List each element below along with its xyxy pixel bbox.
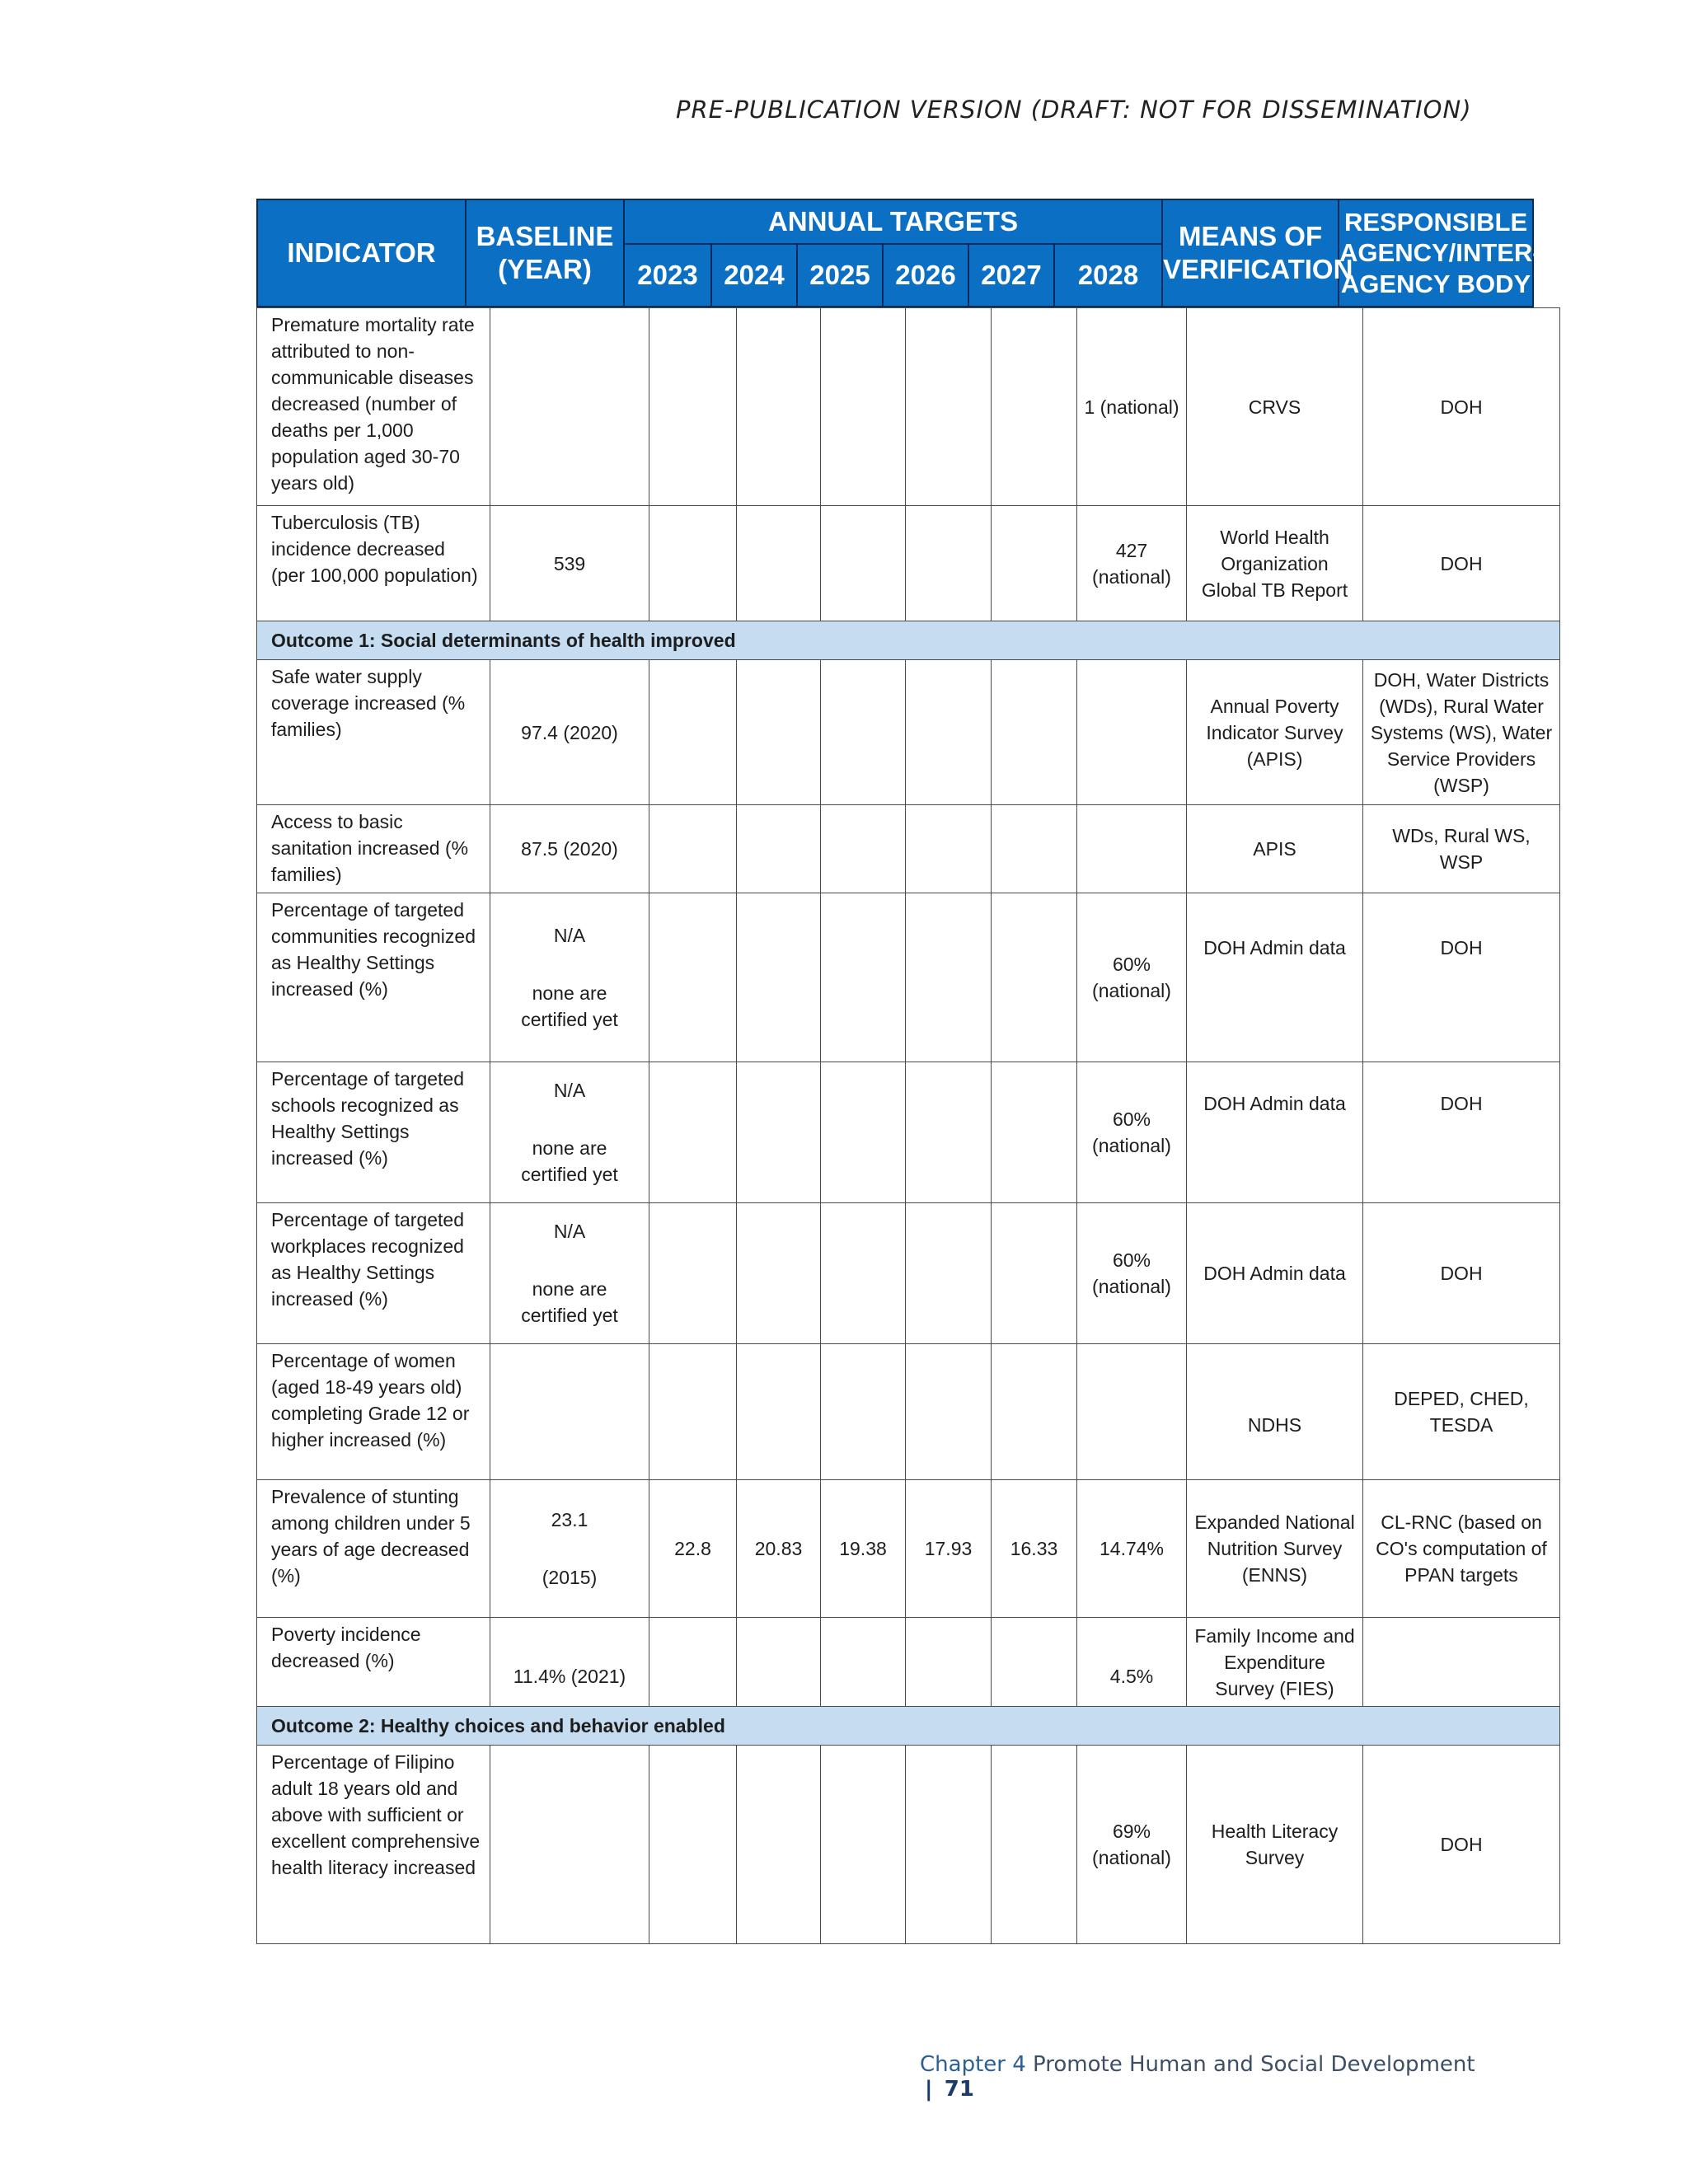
target-2028-cell: 1 (national) (1077, 308, 1187, 506)
baseline-value: 23.1 (551, 1509, 588, 1530)
page-footer (920, 2052, 1497, 2102)
agency-cell: DOH (1363, 506, 1560, 621)
target-2025-cell (821, 893, 906, 1062)
target-2028-cell (1077, 1344, 1187, 1480)
target-2027-cell (992, 660, 1077, 805)
target-2028-cell (1077, 805, 1187, 893)
header-agency-line3: AGENCY BODY (1340, 269, 1531, 298)
target-2026-cell (906, 805, 992, 893)
target-2027-cell (992, 1618, 1077, 1707)
baseline-cell (490, 893, 649, 1062)
target-2027-cell (992, 1746, 1077, 1944)
agency-cell: WDs, Rural WS, WSP (1363, 805, 1560, 893)
indicator-cell: Percentage of targeted workplaces recognized as Healthy Settings increased (%) (257, 1203, 490, 1344)
header-annual-targets: ANNUAL TARGETS (624, 199, 1162, 244)
target-2025-cell: 19.38 (821, 1480, 906, 1618)
section-row-outcome-2 (257, 1707, 1560, 1746)
target-2027-cell (992, 308, 1077, 506)
header-year-2028: 2028 (1054, 244, 1162, 307)
target-2023-cell (649, 1203, 737, 1344)
target-2023-cell (649, 805, 737, 893)
target-2026-cell (906, 1203, 992, 1344)
target-2026-cell (906, 1618, 992, 1707)
target-2024-cell (737, 1203, 821, 1344)
table-row (257, 308, 1560, 506)
table-row (257, 1618, 1560, 1707)
page-header: PRE-PUBLICATION VERSION (DRAFT: NOT FOR DISSEMINATION) (676, 96, 1472, 124)
indicator-cell: Access to basic sanitation increased (% families) (257, 805, 490, 893)
table-row (257, 660, 1560, 805)
means-cell: DOH Admin data (1187, 1203, 1363, 1344)
baseline-note: (2015) (542, 1567, 598, 1588)
baseline-cell (490, 1480, 649, 1618)
target-2024-cell (737, 893, 821, 1062)
means-cell: DOH Admin data (1187, 893, 1363, 1062)
footer-separator: | (925, 2077, 933, 2102)
target-2024-cell (737, 308, 821, 506)
target-2028-cell (1077, 660, 1187, 805)
target-2026-cell (906, 893, 992, 1062)
means-cell: World Health Organization Global TB Report (1187, 506, 1363, 621)
header-baseline (466, 199, 624, 307)
agency-cell: DOH (1363, 1203, 1560, 1344)
target-2023-cell (649, 1746, 737, 1944)
indicator-cell: Safe water supply coverage increased (% families) (257, 660, 490, 805)
target-2024-cell (737, 506, 821, 621)
target-2023-cell: 22.8 (649, 1480, 737, 1618)
header-agency-line2: AGENCY/INTER- (1339, 238, 1541, 268)
target-2028-cell: 60% (national) (1077, 893, 1187, 1062)
section-title: Outcome 1: Social determinants of health improved (257, 621, 1560, 660)
target-2025-cell (821, 1344, 906, 1480)
target-2028-cell: 4.5% (1077, 1618, 1187, 1707)
target-2024-cell (737, 805, 821, 893)
means-cell: Family Income and Expenditure Survey (FIES) (1187, 1618, 1363, 1707)
header-year-2024: 2024 (711, 244, 797, 307)
target-2027-cell (992, 506, 1077, 621)
target-2026-cell (906, 308, 992, 506)
table-row (257, 506, 1560, 621)
baseline-value: N/A (553, 925, 586, 946)
header-agency (1339, 199, 1541, 307)
target-2023-cell (649, 1062, 737, 1203)
means-cell: Annual Poverty Indicator Survey (APIS) (1187, 660, 1363, 805)
target-2024-cell (737, 660, 821, 805)
means-cell: APIS (1187, 805, 1363, 893)
target-2023-cell (649, 1618, 737, 1707)
target-2026-cell (906, 506, 992, 621)
baseline-cell (490, 1062, 649, 1203)
target-2024-cell (737, 1618, 821, 1707)
indicator-cell: Premature mortality rate attributed to non-communicable diseases decreased (number of deaths per 1,000 population aged 30-70 years old) (257, 308, 490, 506)
indicator-cell: Tuberculosis (TB) incidence decreased (per 100,000 population) (257, 506, 490, 621)
footer-chapter: Chapter 4 (920, 2052, 1026, 2077)
section-row-outcome-1 (257, 621, 1560, 660)
target-2025-cell (821, 308, 906, 506)
header-means-line2: VERIFICATION (1163, 254, 1353, 284)
table-row (257, 1344, 1560, 1480)
target-2025-cell (821, 1618, 906, 1707)
baseline-cell (490, 308, 649, 506)
table-row (257, 1480, 1560, 1618)
table-row (257, 893, 1560, 1062)
indicator-cell: Percentage of targeted schools recognized as Healthy Settings increased (%) (257, 1062, 490, 1203)
target-2028-cell: 427 (national) (1077, 506, 1187, 621)
target-2024-cell (737, 1062, 821, 1203)
agency-cell: DEPED, CHED, TESDA (1363, 1344, 1560, 1480)
target-2028-cell: 60% (national) (1077, 1062, 1187, 1203)
target-2028-cell: 69% (national) (1077, 1746, 1187, 1944)
baseline-cell: 97.4 (2020) (490, 660, 649, 805)
baseline-value: N/A (553, 1221, 586, 1242)
footer-title: Promote Human and Social Development (1033, 2052, 1475, 2077)
target-2027-cell (992, 1062, 1077, 1203)
target-2028-cell: 60% (national) (1077, 1203, 1187, 1344)
target-2023-cell (649, 506, 737, 621)
baseline-note: none are certified yet (521, 982, 618, 1030)
agency-cell: DOH (1363, 893, 1560, 1062)
agency-cell (1363, 1618, 1560, 1707)
target-2026-cell (906, 660, 992, 805)
header-baseline-line1: BASELINE (476, 221, 614, 252)
target-2027-cell (992, 805, 1077, 893)
means-cell: Health Literacy Survey (1187, 1746, 1363, 1944)
target-2025-cell (821, 1203, 906, 1344)
agency-cell: DOH (1363, 1746, 1560, 1944)
table-row (257, 805, 1560, 893)
table-header (256, 199, 1541, 307)
target-2024-cell: 20.83 (737, 1480, 821, 1618)
target-2025-cell (821, 506, 906, 621)
indicator-cell: Poverty incidence decreased (%) (257, 1618, 490, 1707)
header-year-2026: 2026 (883, 244, 968, 307)
target-2027-cell: 16.33 (992, 1480, 1077, 1618)
baseline-cell: 11.4% (2021) (490, 1618, 649, 1707)
table-row (257, 1746, 1560, 1944)
table-row (257, 1203, 1560, 1344)
header-means-line1: MEANS OF (1178, 221, 1323, 252)
target-2026-cell (906, 1062, 992, 1203)
header-baseline-line2: (YEAR) (498, 254, 592, 284)
target-2023-cell (649, 660, 737, 805)
table-row (257, 1062, 1560, 1203)
header-means (1162, 199, 1353, 307)
agency-cell: DOH (1363, 308, 1560, 506)
target-2027-cell (992, 1344, 1077, 1480)
results-matrix-table (256, 307, 1560, 1944)
baseline-cell (490, 1203, 649, 1344)
section-title: Outcome 2: Healthy choices and behavior enabled (257, 1707, 1560, 1746)
means-cell: DOH Admin data (1187, 1062, 1363, 1203)
target-2026-cell (906, 1344, 992, 1480)
means-cell: CRVS (1187, 308, 1363, 506)
baseline-value: N/A (553, 1080, 586, 1101)
target-2025-cell (821, 1746, 906, 1944)
baseline-note: none are certified yet (521, 1137, 618, 1185)
target-2024-cell (737, 1344, 821, 1480)
target-2027-cell (992, 893, 1077, 1062)
header-year-2023: 2023 (624, 244, 711, 307)
footer-page-number: 71 (944, 2077, 974, 2102)
header-year-2025: 2025 (797, 244, 883, 307)
agency-cell: DOH, Water Districts (WDs), Rural Water Systems (WS), Water Service Providers (WSP) (1363, 660, 1560, 805)
means-cell: Expanded National Nutrition Survey (ENNS) (1187, 1480, 1363, 1618)
agency-cell: DOH (1363, 1062, 1560, 1203)
indicator-cell: Percentage of women (aged 18-49 years old) completing Grade 12 or higher increased (%) (257, 1344, 490, 1480)
target-2025-cell (821, 660, 906, 805)
baseline-cell (490, 1344, 649, 1480)
target-2027-cell (992, 1203, 1077, 1344)
target-2023-cell (649, 893, 737, 1062)
means-cell: NDHS (1187, 1344, 1363, 1480)
target-2023-cell (649, 308, 737, 506)
baseline-cell: 87.5 (2020) (490, 805, 649, 893)
baseline-cell (490, 1746, 649, 1944)
target-2028-cell: 14.74% (1077, 1480, 1187, 1618)
agency-cell: CL-RNC (based on CO's computation of PPAN targets (1363, 1480, 1560, 1618)
target-2025-cell (821, 1062, 906, 1203)
target-2025-cell (821, 805, 906, 893)
baseline-cell: 539 (490, 506, 649, 621)
target-2026-cell (906, 1746, 992, 1944)
header-agency-line1: RESPONSIBLE (1343, 208, 1528, 237)
header-indicator: INDICATOR (257, 199, 466, 307)
indicator-cell: Percentage of Filipino adult 18 years old and above with sufficient or excellent comprehensive health literacy increased (257, 1746, 490, 1944)
header-year-2027: 2027 (968, 244, 1054, 307)
target-2024-cell (737, 1746, 821, 1944)
target-2026-cell: 17.93 (906, 1480, 992, 1618)
indicator-cell: Prevalence of stunting among children under 5 years of age decreased (%) (257, 1480, 490, 1618)
target-2023-cell (649, 1344, 737, 1480)
baseline-note: none are certified yet (521, 1278, 618, 1326)
indicator-cell: Percentage of targeted communities recognized as Healthy Settings increased (%) (257, 893, 490, 1062)
